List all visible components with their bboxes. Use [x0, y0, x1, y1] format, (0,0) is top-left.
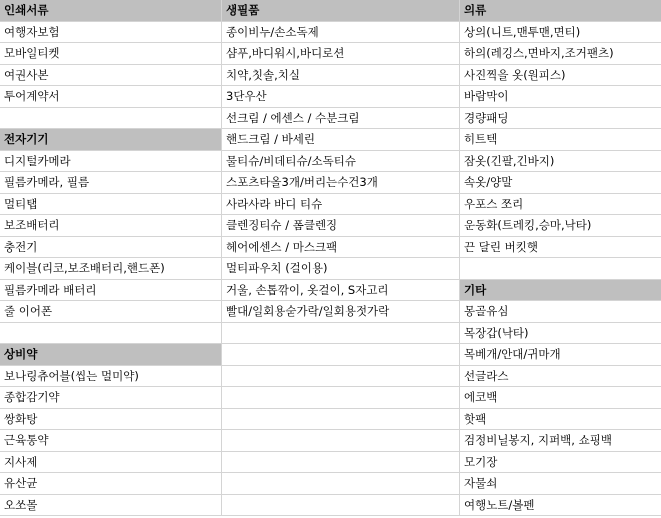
list-item[interactable]: 유산균 — [0, 473, 222, 495]
list-item[interactable]: 우포스 쪼리 — [460, 194, 661, 216]
column-clothing — [460, 0, 661, 516]
list-item[interactable]: 모바일티켓 — [0, 43, 222, 65]
list-item[interactable]: 잠옷(긴팔,긴바지) — [460, 151, 661, 173]
list-item[interactable]: 멀티파우치 (걸이용) — [222, 258, 460, 280]
list-item[interactable]: 선크림 / 에센스 / 수분크림 — [222, 108, 460, 130]
list-item[interactable]: 빨대/일회용숟가락/일회용젓가락 — [222, 301, 460, 323]
list-item[interactable]: 치약,칫솔,치실 — [222, 65, 460, 87]
section-header[interactable]: 기타 — [460, 280, 661, 302]
empty-cell[interactable] — [222, 387, 460, 409]
empty-cell[interactable] — [222, 409, 460, 431]
list-item[interactable]: 자물쇠 — [460, 473, 661, 495]
column-documents — [0, 0, 222, 516]
list-item[interactable]: 속옷/양말 — [460, 172, 661, 194]
list-item[interactable]: 보나링츄어블(씹는 멀미약) — [0, 366, 222, 388]
column-header[interactable]: 인쇄서류 — [0, 0, 222, 22]
list-item[interactable]: 스포츠타올3개/버리는수건3개 — [222, 172, 460, 194]
list-item[interactable]: 끈 달린 버킷햇 — [460, 237, 661, 259]
list-item[interactable]: 목장갑(낙타) — [460, 323, 661, 345]
empty-cell[interactable] — [0, 108, 222, 130]
list-item[interactable]: 사진찍을 옷(원피스) — [460, 65, 661, 87]
list-item[interactable]: 여행자보험 — [0, 22, 222, 44]
empty-cell[interactable] — [222, 473, 460, 495]
column-header[interactable]: 생필품 — [222, 0, 460, 22]
list-item[interactable]: 3단우산 — [222, 86, 460, 108]
empty-cell[interactable] — [222, 495, 460, 517]
list-item[interactable]: 클렌징티슈 / 폼클렌징 — [222, 215, 460, 237]
empty-cell[interactable] — [222, 452, 460, 474]
list-item[interactable]: 히트텍 — [460, 129, 661, 151]
list-item[interactable]: 헤어에센스 / 마스크팩 — [222, 237, 460, 259]
empty-cell[interactable] — [222, 430, 460, 452]
list-item[interactable]: 거울, 손톱깎이, 옷걸이, S자고리 — [222, 280, 460, 302]
list-item[interactable]: 종이비누/손소독제 — [222, 22, 460, 44]
list-item[interactable]: 투어계약서 — [0, 86, 222, 108]
column-header[interactable]: 의류 — [460, 0, 661, 22]
list-item[interactable]: 핫팩 — [460, 409, 661, 431]
list-item[interactable]: 지사제 — [0, 452, 222, 474]
list-item[interactable]: 에코백 — [460, 387, 661, 409]
empty-cell[interactable] — [222, 323, 460, 345]
column-toiletries — [222, 0, 460, 516]
empty-cell[interactable] — [0, 323, 222, 345]
list-item[interactable]: 샴푸,바디워시,바디로션 — [222, 43, 460, 65]
list-item[interactable]: 보조배터리 — [0, 215, 222, 237]
list-item[interactable]: 필름카메라 배터리 — [0, 280, 222, 302]
empty-cell[interactable] — [460, 258, 661, 280]
list-item[interactable]: 검정비닐봉지, 지퍼백, 쇼핑백 — [460, 430, 661, 452]
list-item[interactable]: 목베개/안대/귀마개 — [460, 344, 661, 366]
section-header[interactable]: 전자기기 — [0, 129, 222, 151]
list-item[interactable]: 케이블(리코,보조배터리,핸드폰) — [0, 258, 222, 280]
list-item[interactable]: 여행노트/볼펜 — [460, 495, 661, 517]
list-item[interactable]: 줄 이어폰 — [0, 301, 222, 323]
empty-cell[interactable] — [222, 366, 460, 388]
list-item[interactable]: 핸드크림 / 바세린 — [222, 129, 460, 151]
list-item[interactable]: 몽골유심 — [460, 301, 661, 323]
list-item[interactable]: 사라사라 바디 티슈 — [222, 194, 460, 216]
list-item[interactable]: 디지털카메라 — [0, 151, 222, 173]
list-item[interactable]: 오쏘몰 — [0, 495, 222, 517]
section-header[interactable]: 상비약 — [0, 344, 222, 366]
list-item[interactable]: 모기장 — [460, 452, 661, 474]
list-item[interactable]: 경량패딩 — [460, 108, 661, 130]
list-item[interactable]: 운동화(트레킹,승마,낙타) — [460, 215, 661, 237]
list-item[interactable]: 충전기 — [0, 237, 222, 259]
list-item[interactable]: 상의(니트,맨투맨,면티) — [460, 22, 661, 44]
list-item[interactable]: 쌍화탕 — [0, 409, 222, 431]
list-item[interactable]: 바람막이 — [460, 86, 661, 108]
list-item[interactable]: 물티슈/비데티슈/소독티슈 — [222, 151, 460, 173]
list-item[interactable]: 여권사본 — [0, 65, 222, 87]
list-item[interactable]: 필름카메라, 필름 — [0, 172, 222, 194]
list-item[interactable]: 근육통약 — [0, 430, 222, 452]
empty-cell[interactable] — [222, 344, 460, 366]
list-item[interactable]: 종합감기약 — [0, 387, 222, 409]
list-item[interactable]: 멀티탭 — [0, 194, 222, 216]
list-item[interactable]: 선글라스 — [460, 366, 661, 388]
list-item[interactable]: 하의(레깅스,면바지,조거팬츠) — [460, 43, 661, 65]
